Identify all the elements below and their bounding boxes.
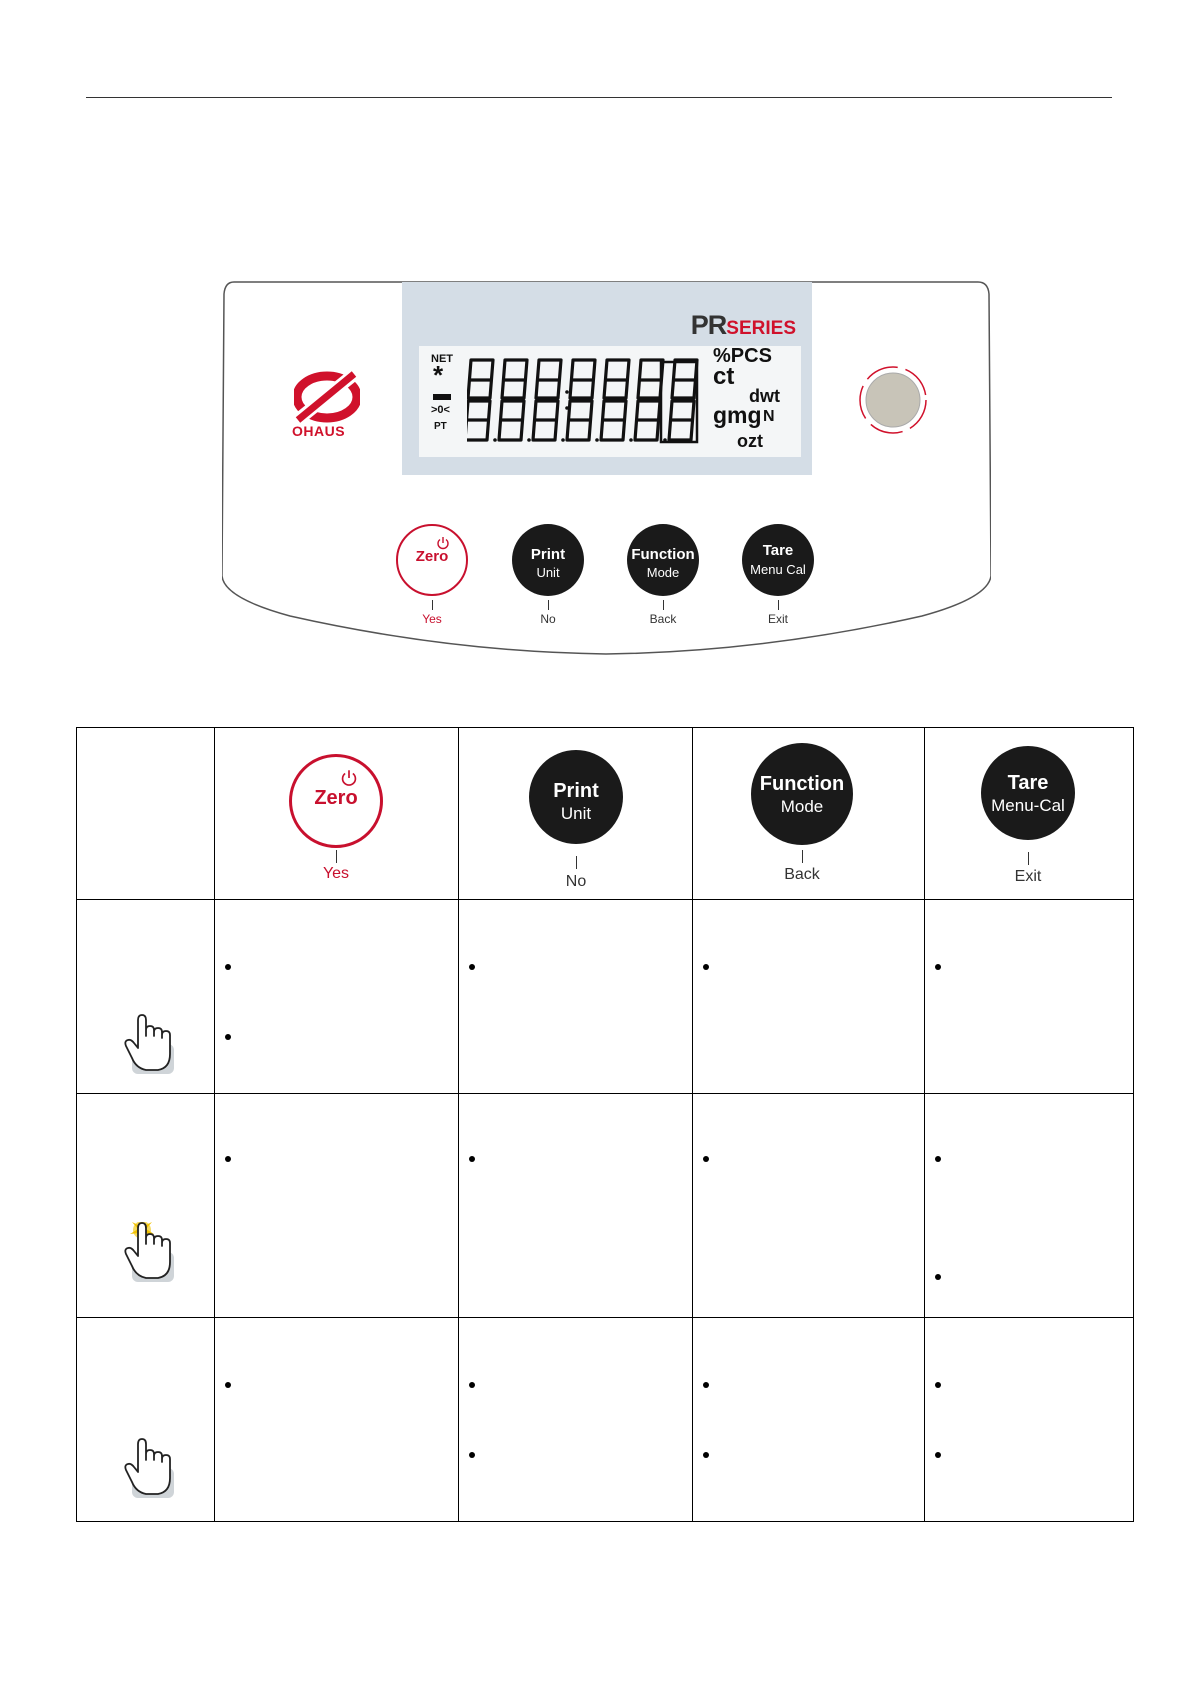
- header-exit-label: Exit: [1014, 868, 1042, 885]
- zero-button-label: Zero: [415, 548, 449, 565]
- unit-dwt: dwt: [749, 386, 780, 406]
- zero-button[interactable]: [396, 524, 468, 596]
- power-icon: [340, 769, 358, 787]
- no-label: No: [540, 612, 556, 626]
- bullet-icon: [935, 1156, 941, 1162]
- ohaus-logo-text: OHAUS: [292, 423, 346, 439]
- table-cell: [925, 1318, 1134, 1522]
- pt-indicator: PT: [434, 421, 447, 432]
- tare-menu-cal-button[interactable]: [742, 524, 814, 596]
- mode-button-label: Mode: [646, 565, 680, 580]
- header-function-tick: [802, 850, 803, 863]
- unit-pcs: %PCS: [713, 345, 772, 367]
- table-row: [77, 900, 1134, 1094]
- bullet-icon: [935, 964, 941, 970]
- table-cell: [215, 1318, 459, 1522]
- header-back-label: Back: [784, 866, 820, 883]
- header-zero-label: Zero: [314, 787, 358, 809]
- table-cell: [459, 1318, 693, 1522]
- header-tare-tick: [1028, 852, 1029, 865]
- bullet-icon: [225, 1382, 231, 1388]
- tare-tick: [778, 600, 779, 610]
- table-cell: [215, 1094, 459, 1318]
- header-function-mode-button: [751, 743, 853, 845]
- header-unit-label: Unit: [560, 804, 592, 823]
- zero-indicator: >0<: [431, 404, 450, 416]
- header-cell-zero: [215, 728, 459, 900]
- bullet-icon: [935, 1452, 941, 1458]
- table-row: [77, 1318, 1134, 1522]
- table-cell: [693, 1094, 925, 1318]
- menu-cal-button-label: Menu Cal: [750, 562, 806, 577]
- tare-button-label: Tare: [762, 542, 794, 559]
- table-header-row: [77, 728, 1134, 900]
- bullet-icon: [469, 1452, 475, 1458]
- back-label: Back: [649, 612, 677, 626]
- header-yes-label: Yes: [322, 865, 350, 882]
- bullet-icon: [225, 1034, 231, 1040]
- function-button-label: Function: [631, 546, 695, 563]
- bullet-icon: [935, 1382, 941, 1388]
- header-mode-label: Mode: [780, 797, 824, 816]
- header-menu-cal-label: Menu-Cal: [991, 796, 1065, 815]
- lcd-screen: [419, 346, 801, 457]
- long-press-hand-icon: [122, 1222, 178, 1284]
- level-bubble-icon: [857, 364, 929, 436]
- header-cell-tare: [925, 728, 1134, 900]
- zero-tick: [432, 600, 433, 610]
- pr-logo-series: SERIES: [726, 318, 796, 339]
- short-press-icon-cell: [77, 900, 215, 1094]
- header-print-unit-button: [529, 750, 623, 844]
- long-press-icon-cell: [77, 1094, 215, 1318]
- header-no-label: No: [565, 873, 587, 890]
- header-zero-tick: [336, 850, 337, 863]
- unit-gmg: gmg: [713, 402, 762, 428]
- bullet-icon: [225, 964, 231, 970]
- header-print-tick: [576, 856, 577, 869]
- yes-label: Yes: [422, 612, 442, 626]
- print-unit-button[interactable]: [512, 524, 584, 596]
- lcd-display: [402, 282, 812, 475]
- bullet-icon: [703, 1382, 709, 1388]
- button-function-table: [76, 727, 1134, 1522]
- header-zero-button: [289, 754, 383, 848]
- table-corner-cell: [77, 728, 215, 900]
- function-tick: [663, 600, 664, 610]
- stable-star-indicator: *: [433, 360, 444, 390]
- unit-button-label: Unit: [536, 565, 560, 580]
- header-function-label: Function: [759, 773, 845, 795]
- table-cell: [925, 900, 1134, 1094]
- function-mode-button[interactable]: [627, 524, 699, 596]
- bullet-icon: [703, 1452, 709, 1458]
- header-cell-function: [693, 728, 925, 900]
- bullet-icon: [469, 1156, 475, 1162]
- bullet-icon: [935, 1274, 941, 1280]
- table-cell: [693, 900, 925, 1094]
- header-tare-label: Tare: [1007, 772, 1049, 794]
- net-indicator: NET: [431, 353, 453, 365]
- bullet-icon: [469, 964, 475, 970]
- header-cell-print: [459, 728, 693, 900]
- pr-series-logo: [691, 310, 796, 341]
- minus-indicator: [433, 394, 451, 400]
- unit-ct: ct: [713, 363, 735, 390]
- release-hand-icon: [122, 1438, 178, 1500]
- bullet-icon: [703, 1156, 709, 1162]
- exit-label: Exit: [767, 612, 788, 626]
- table-cell: [925, 1094, 1134, 1318]
- header-print-label: Print: [553, 780, 599, 802]
- table-cell: [459, 1094, 693, 1318]
- unit-n: N: [763, 408, 775, 425]
- bullet-icon: [469, 1382, 475, 1388]
- print-button-label: Print: [530, 546, 566, 563]
- unit-ozt: ozt: [737, 431, 763, 451]
- control-panel: [222, 280, 991, 660]
- table-cell: [693, 1318, 925, 1522]
- table-row: [77, 1094, 1134, 1318]
- bullet-icon: [225, 1156, 231, 1162]
- short-press-hand-icon: [122, 1014, 178, 1076]
- ohaus-logo-icon: [294, 368, 360, 428]
- release-icon-cell: [77, 1318, 215, 1522]
- seven-segment-digits-icon: [467, 356, 703, 446]
- pr-logo-pr: PR: [690, 310, 727, 340]
- print-tick: [548, 600, 549, 610]
- header-rule: [86, 97, 1112, 98]
- table-cell: [459, 900, 693, 1094]
- bullet-icon: [703, 964, 709, 970]
- header-tare-menu-cal-button: [981, 746, 1075, 840]
- table-cell: [215, 900, 459, 1094]
